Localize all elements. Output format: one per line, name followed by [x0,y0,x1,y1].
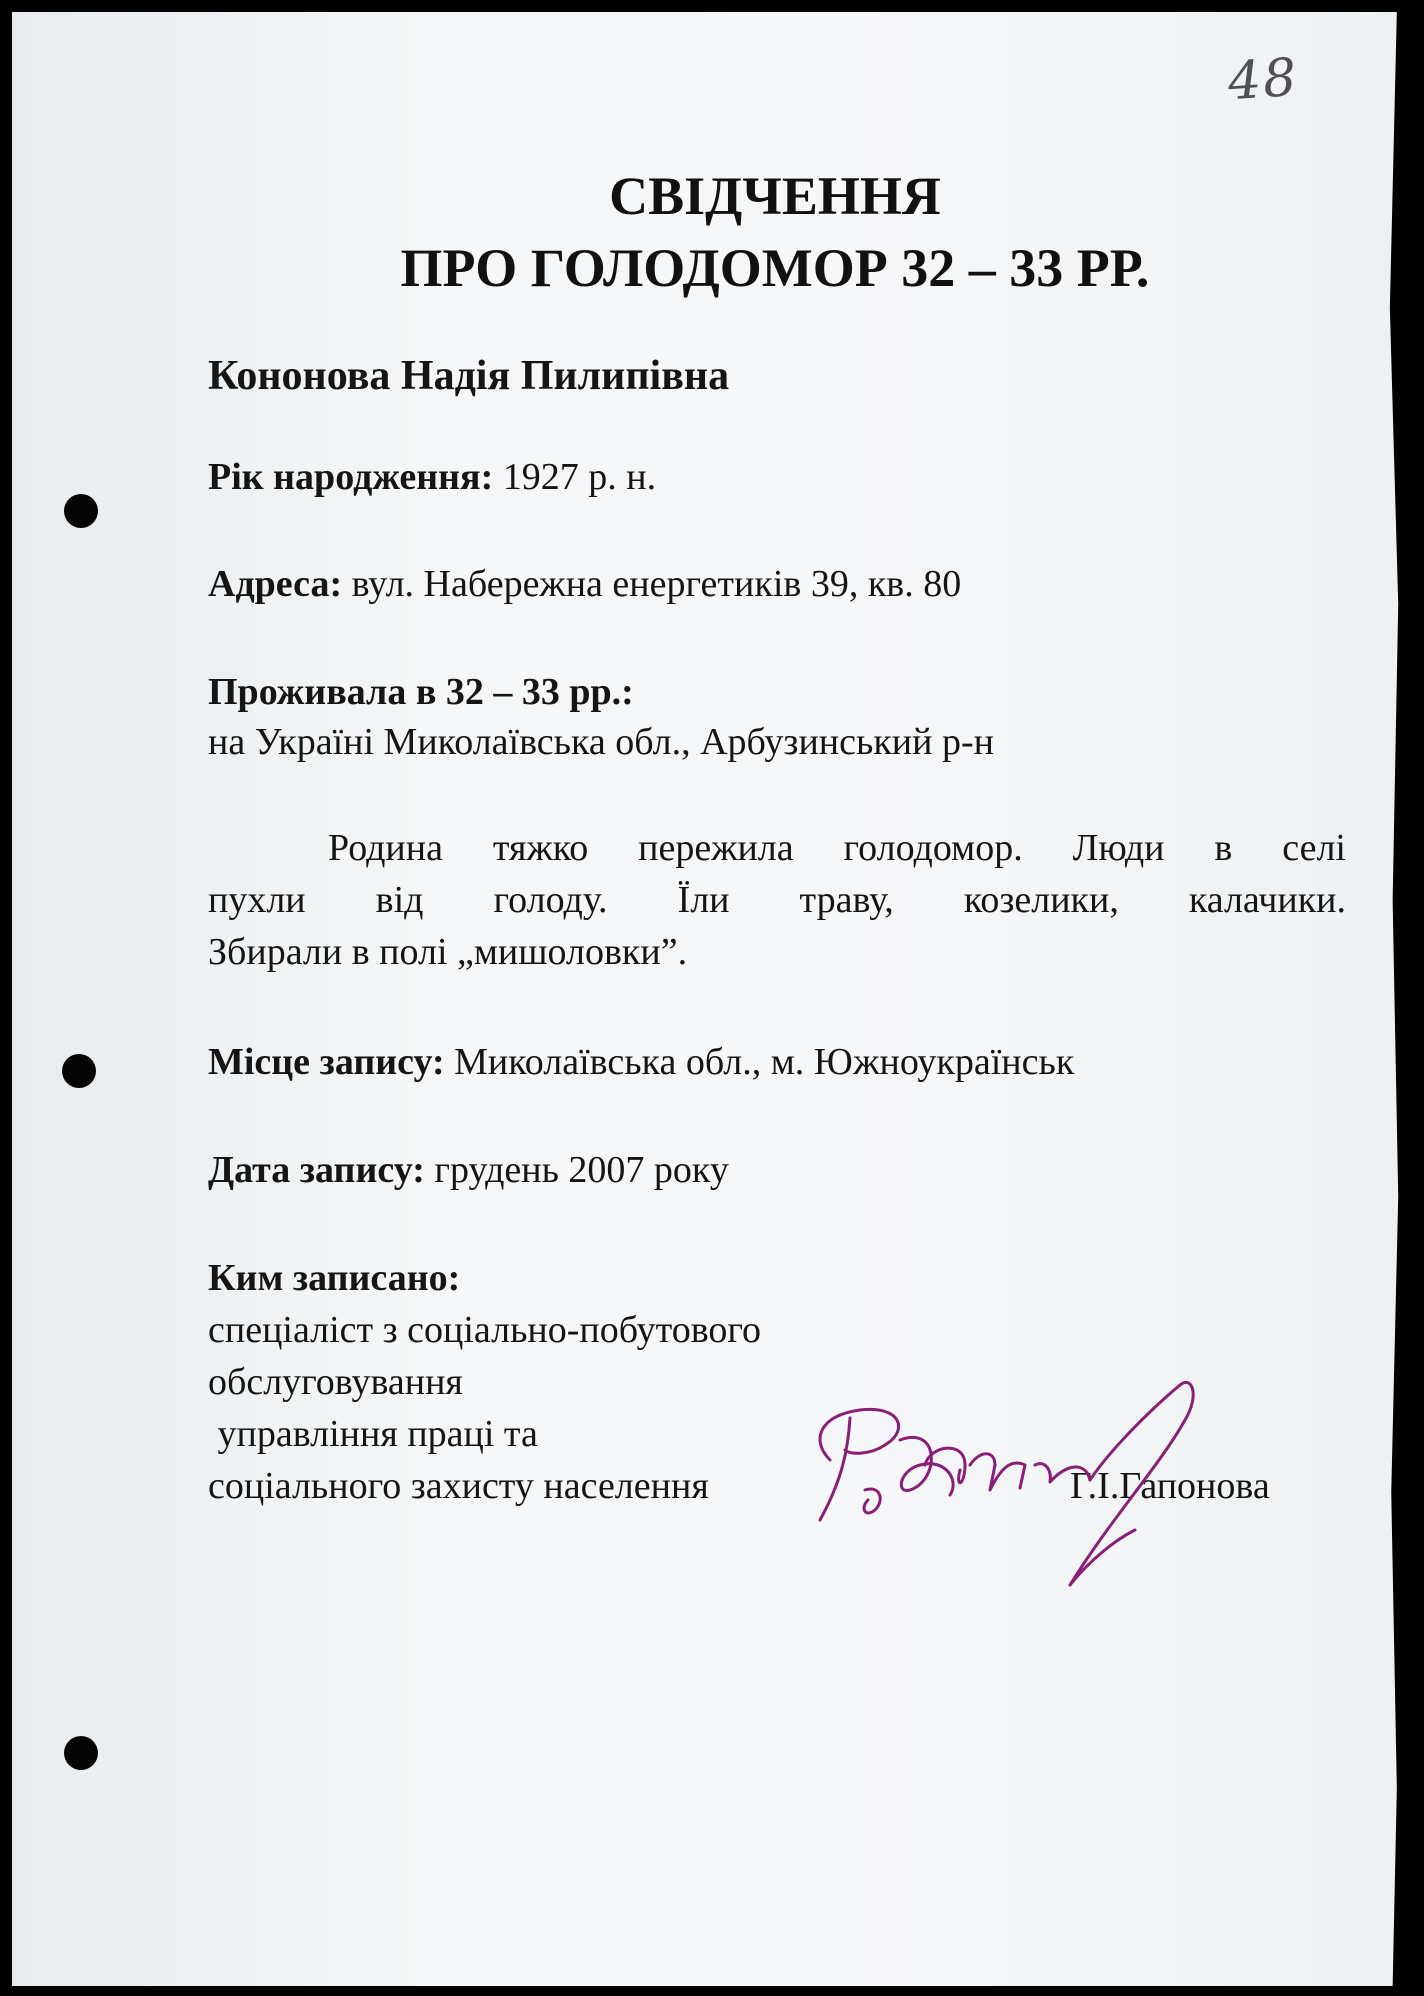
document-title-line1: СВІДЧЕННЯ [609,166,941,226]
record-place-value: Миколаївська обл., м. Южноукраїнськ [454,1041,1075,1083]
birth-year-row [208,455,656,499]
punch-hole [64,494,98,528]
testimony-paragraph [208,826,1346,982]
document-title-line2: ПРО ГОЛОДОМОР 32 – 33 РР. [400,238,1150,298]
record-date-value: грудень 2007 року [434,1149,729,1191]
page-number: 48 [1225,47,1301,113]
punch-hole [64,1736,98,1770]
birth-year-label: Рік народження: [208,456,494,498]
recorder-position-line: спеціаліст з соціально-побутового [208,1309,762,1351]
person-name: Кононова Надія Пилипівна [208,353,730,399]
residence-value: на Україні Миколаївська обл., Арбузинський р-н [208,721,994,763]
record-date-row [208,1148,729,1192]
birth-year-value: 1927 р. н. [502,456,657,498]
record-date-label: Дата запису: [208,1149,425,1191]
handwritten-signature [790,1370,1240,1630]
recorder-position-line: обслуговування [208,1361,463,1403]
address-value: вул. Набережна енергетиків 39, кв. 80 [351,563,962,605]
record-place-label: Місце запису: [208,1041,445,1083]
punch-hole [62,1054,96,1088]
residence-label: Проживала в 32 – 33 рр.: [208,671,634,713]
recorded-by-label: Ким записано: [208,1257,461,1299]
address-row [208,562,961,606]
testimony-line: пухли від голоду. Їли траву, козелики, калачики. [208,879,1346,921]
signatory-name: Г.І.Гапонова [1070,1465,1270,1507]
testimony-line: Збирали в полі „мишоловки”. [208,931,688,973]
address-label: Адреса: [208,563,343,605]
recorder-position-line: соціального захисту населення [208,1465,709,1507]
testimony-line: Родина тяжко пережила голодомор. Люди в селі [328,827,1346,869]
record-place-row [208,1040,1074,1084]
recorder-position-line: управління праці та [208,1413,538,1455]
document-page [12,12,1408,1986]
